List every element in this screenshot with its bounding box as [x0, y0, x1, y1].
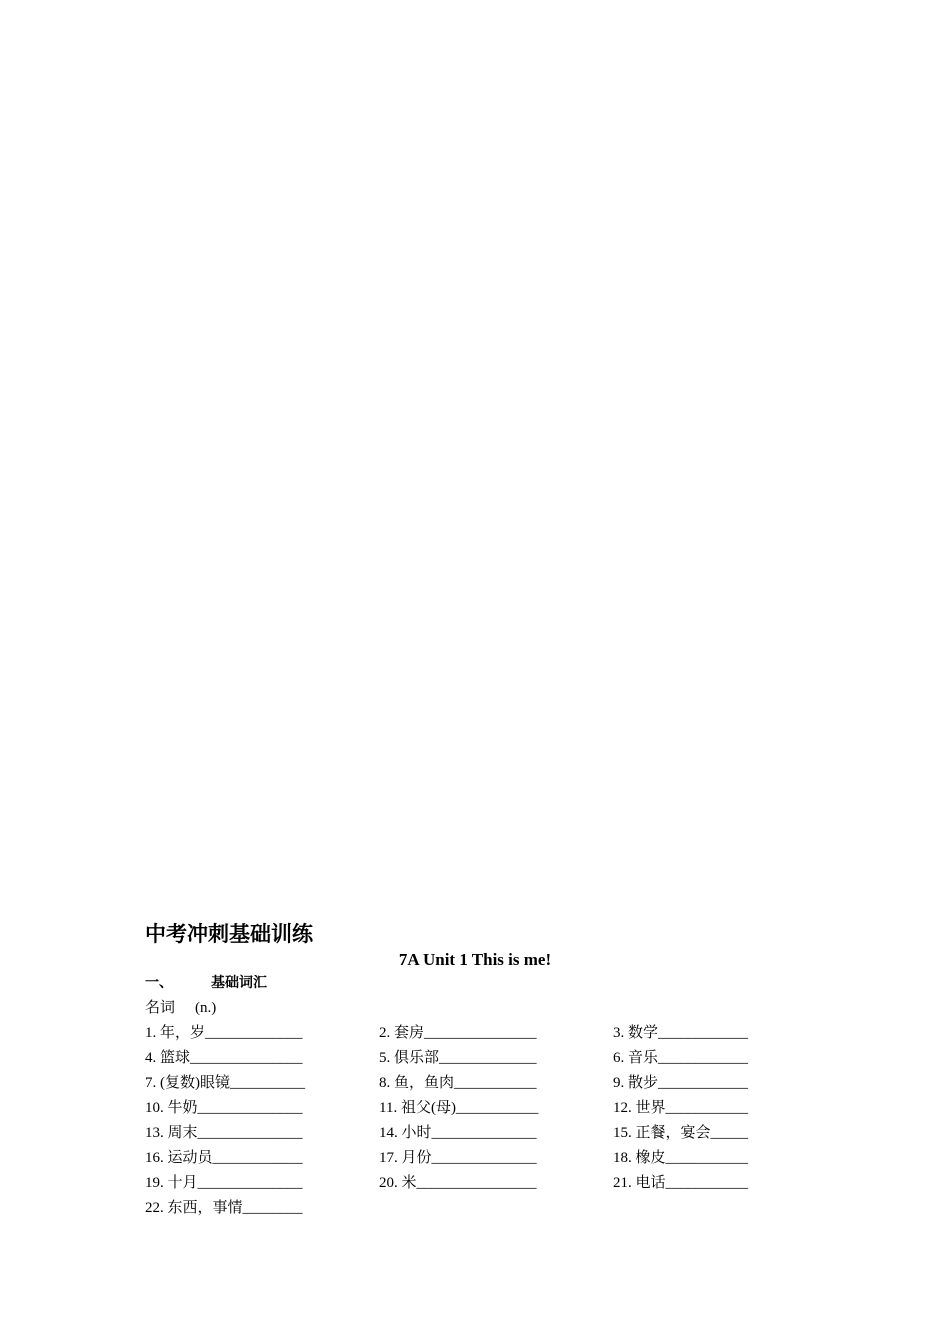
vocab-item: 19. 十月______________: [145, 1175, 303, 1191]
page-title: 中考冲刺基础训练: [145, 922, 313, 946]
vocab-item: 12. 世界___________: [613, 1100, 749, 1116]
vocab-item: 17. 月份______________: [379, 1150, 537, 1166]
unit-title: 7A Unit 1 This is me!: [398, 950, 552, 969]
vocab-item: 11. 祖父(母)___________: [379, 1100, 539, 1116]
vocabulary-grid: [145, 1021, 805, 1221]
vocab-item: 21. 电话___________: [613, 1175, 749, 1191]
vocab-item: 8. 鱼，鱼肉___________: [379, 1075, 537, 1091]
vocab-item: 10. 牛奶______________: [145, 1100, 303, 1116]
vocab-item: 14. 小时______________: [379, 1125, 537, 1141]
part-of-speech-label: [145, 996, 805, 1021]
vocab-item: 9. 散步____________: [613, 1075, 749, 1091]
section-heading: [145, 971, 805, 996]
vocab-item: 13. 周末______________: [145, 1125, 303, 1141]
vocab-item: 5. 俱乐部_____________: [379, 1050, 537, 1066]
section-number: 一、: [145, 975, 173, 991]
vocab-item: 3. 数学____________: [613, 1025, 749, 1041]
part-of-speech-abbr: (n.): [195, 1000, 217, 1016]
vocab-item: 1. 年，岁_____________: [145, 1025, 303, 1041]
vocab-item: 22. 东西，事情________: [145, 1200, 303, 1216]
vocab-item: 16. 运动员____________: [145, 1150, 303, 1166]
document-content: [145, 919, 805, 1221]
part-of-speech-chinese: 名词: [145, 1000, 176, 1016]
vocab-item: 18. 橡皮___________: [613, 1150, 749, 1166]
vocab-item: 15. 正餐，宴会_____: [613, 1125, 749, 1141]
vocab-item: 20. 米________________: [379, 1175, 537, 1191]
section-title: 基础词汇: [211, 975, 267, 991]
vocab-item: 2. 套房_______________: [379, 1025, 537, 1041]
vocab-item: 6. 音乐____________: [613, 1050, 749, 1066]
vocab-item: 7. (复数)眼镜__________: [145, 1075, 305, 1091]
vocab-item: 4. 篮球_______________: [145, 1050, 303, 1066]
